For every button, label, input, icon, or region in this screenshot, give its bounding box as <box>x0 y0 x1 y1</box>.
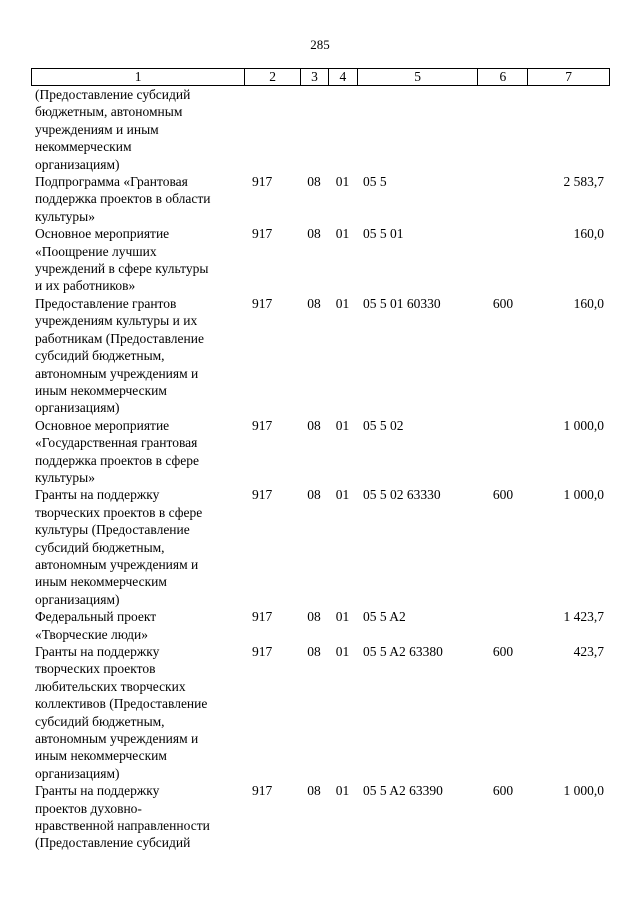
row-subsection <box>328 86 357 173</box>
row-subsection: 01 <box>335 783 350 799</box>
page-number: 285 <box>310 37 330 52</box>
table-row <box>31 643 610 782</box>
row-grbs: 917 <box>252 609 273 625</box>
table-row <box>31 295 610 417</box>
column-header-4: 4 <box>328 69 357 85</box>
row-sum: 160,0 <box>573 226 604 242</box>
table-row <box>31 417 610 487</box>
row-section: 08 <box>307 295 321 311</box>
row-section: 08 <box>307 783 321 799</box>
row-subsection: 01 <box>335 295 350 311</box>
row-target-code: 05 5 02 <box>363 417 404 433</box>
row-name: Федеральный проект «Творческие люди» <box>35 609 157 642</box>
row-grbs: 917 <box>252 783 273 799</box>
row-section <box>300 86 328 173</box>
row-name: Гранты на поддержку творческих проектов в сфере культуры (Предоставление субсидий бюджетным, автономным учреждениям и иным некоммерческим организациям) <box>35 487 203 607</box>
row-name: Основное мероприятие «Государственная грантовая поддержка проектов в сфере культуры» <box>35 417 199 485</box>
table-row <box>31 86 610 173</box>
row-sum: 1 000,0 <box>563 783 604 799</box>
row-section: 08 <box>307 174 321 190</box>
row-expense-type: 600 <box>492 487 514 503</box>
row-section: 08 <box>307 417 321 433</box>
row-expense-type <box>478 417 528 487</box>
column-header-2: 2 <box>244 69 300 85</box>
row-section: 08 <box>307 644 321 659</box>
row-sum <box>528 86 610 173</box>
column-header-3: 3 <box>300 69 328 85</box>
row-sum: 1 423,7 <box>563 609 604 625</box>
row-subsection: 01 <box>335 226 350 242</box>
row-target-code: 05 5 <box>363 174 387 190</box>
table-row <box>31 486 610 608</box>
row-grbs: 917 <box>252 226 273 242</box>
row-target-code: 05 5 A2 63380 <box>363 644 443 659</box>
row-subsection: 01 <box>335 644 350 659</box>
row-subsection: 01 <box>335 487 350 503</box>
row-sum: 2 583,7 <box>563 174 604 190</box>
row-target-code: 05 5 01 60330 <box>363 295 441 311</box>
table-row <box>31 608 610 643</box>
row-expense-type: 600 <box>492 295 514 311</box>
row-expense-type <box>478 225 528 295</box>
column-header-7: 7 <box>527 69 609 85</box>
row-grbs: 917 <box>252 174 273 190</box>
row-target-code: 05 5 A2 <box>363 609 406 625</box>
table-row <box>31 225 610 295</box>
row-expense-type <box>478 86 528 173</box>
row-expense-type: 600 <box>492 644 514 659</box>
row-name: Основное мероприятие «Поощрение лучших учреждений в сфере культуры и их работников» <box>35 226 209 294</box>
row-target-code <box>357 86 478 173</box>
row-sum: 1 000,0 <box>563 417 604 433</box>
row-subsection: 01 <box>335 609 350 625</box>
table-row <box>31 173 610 225</box>
row-subsection: 01 <box>335 417 350 433</box>
row-name: Гранты на поддержку творческих проектов любительских творческих коллективов (Предоставление субсидий бюджетным, автономным учреждениям и иным некоммерческим организациям) <box>35 644 208 781</box>
table-header-row <box>31 68 610 86</box>
row-sum: 1 000,0 <box>563 487 604 503</box>
row-grbs <box>244 86 300 173</box>
row-expense-type: 600 <box>492 783 514 799</box>
row-section: 08 <box>307 226 321 242</box>
column-header-1: 1 <box>134 69 142 84</box>
row-name: Подпрограмма «Грантовая поддержка проектов в области культуры» <box>35 174 211 224</box>
row-sum: 423,7 <box>573 644 604 659</box>
row-section: 08 <box>307 609 321 625</box>
row-grbs: 917 <box>252 295 273 311</box>
row-target-code: 05 5 02 63330 <box>363 487 441 503</box>
row-name: Гранты на поддержку проектов духовно- нравственной направленности (Предоставление субсидий <box>35 783 210 851</box>
column-header-6: 6 <box>477 69 527 85</box>
row-grbs: 917 <box>252 417 273 433</box>
row-sum: 160,0 <box>573 295 604 311</box>
budget-table <box>31 68 610 852</box>
row-grbs: 917 <box>252 644 273 659</box>
row-grbs: 917 <box>252 487 273 503</box>
row-target-code: 05 5 A2 63390 <box>363 783 443 799</box>
row-target-code: 05 5 01 <box>363 226 404 242</box>
row-name: (Предоставление субсидий бюджетным, автономным учреждениям и иным некоммерческим организациям) <box>35 87 191 172</box>
row-expense-type <box>478 608 528 643</box>
column-header-5: 5 <box>357 69 478 85</box>
row-section: 08 <box>307 487 321 503</box>
row-subsection: 01 <box>335 174 350 190</box>
row-name: Предоставление грантов учреждениям культуры и их работникам (Предоставление субсидий бюджетным, автономным учреждениям и иным некоммерческим организациям) <box>35 295 204 416</box>
row-expense-type <box>478 173 528 225</box>
table-row <box>31 782 610 852</box>
